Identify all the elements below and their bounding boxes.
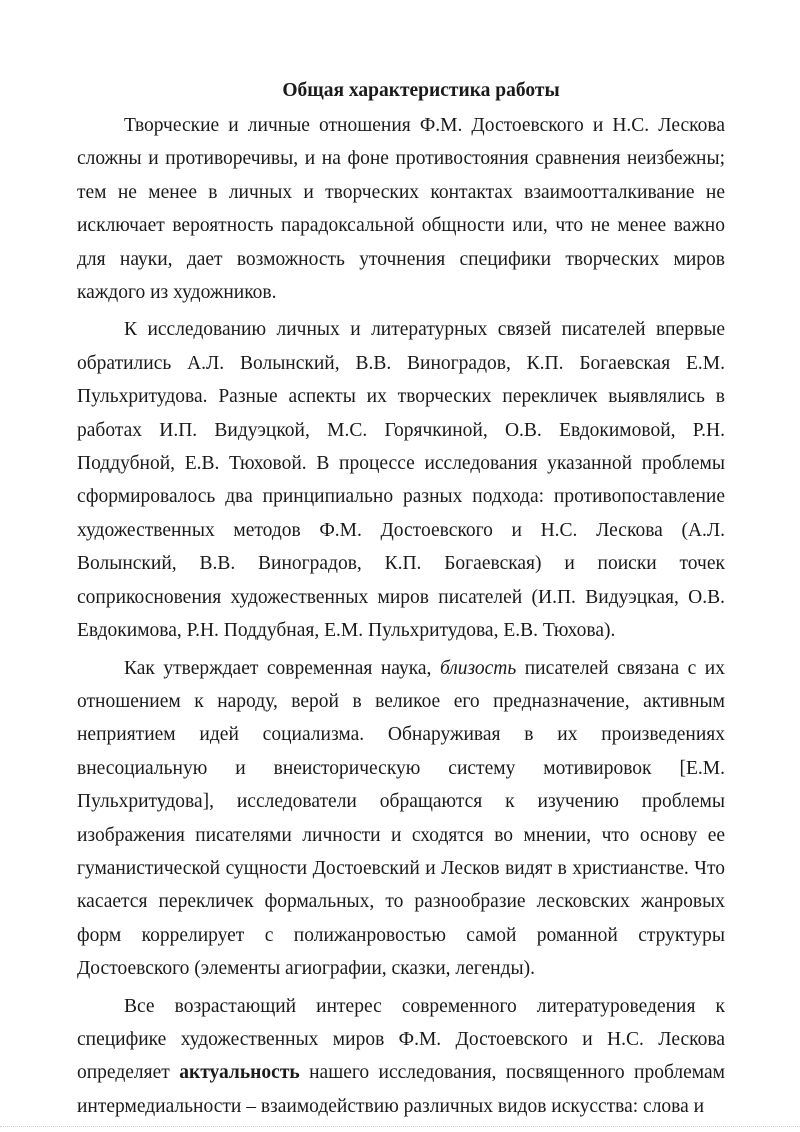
page-bottom-edge	[0, 1126, 800, 1127]
paragraph-4-text-before: Все возрастающий интерес современного литературоведения к специфике художественных миров Ф.М. Достоевского и Н.С. Лескова определяет	[77, 995, 725, 1084]
paragraph-1: Творческие и личные отношения Ф.М. Достоевского и Н.С. Лескова сложны и противоречивы, и на фоне противостояния сравнения неизбежны; тем не менее в личных и творческих контактах взаимоотталкивание не исключает вероятность парадоксальной общности или, что не менее важно для науки, дает возможность уточнения специфики творческих миров каждого из художников.	[77, 115, 725, 304]
paragraph-3-text-before: Как утверждает современная наука,	[124, 657, 440, 679]
document-body	[77, 76, 725, 1123]
paragraph-4	[77, 990, 725, 1124]
paragraph-4-text-after: нашего исследования, посвященного проблемам интермедиальности – взаимодействию различных видов искусства: слова и	[77, 1062, 725, 1117]
paragraph-3	[77, 652, 725, 986]
paragraph-3-text-after: писателей связана с их отношением к народу, верой в великое его предназначение, активным неприятием идей социализма. Обнаруживая в их произведениях внесоциальную и внеисторическую систему мотивировок [Е.М. Пульхритудова], исследователи обращаются к изучению проблемы изображения писателями личности и сходятся во мнении, что основу ее гуманистической сущности Достоевский и Лесков видят в христианстве. Что касается перекличек формальных, то разнообразие лесковских жанровых форм коррелирует с полижанровостью самой романной структуры Достоевского (элементы агиографии, сказки, легенды).	[77, 657, 725, 980]
paragraph-2: К исследованию личных и литературных связей писателей впервые обратились А.Л. Волынский, В.В. Виноградов, К.П. Богаевская Е.М. Пульхритудова. Разные аспекты их творческих перекличек выявлялись в работах И.П. Видуэцкой, М.С. Горячкиной, О.В. Евдокимовой, Р.Н. Поддубной, Е.В. Тюховой. В процессе исследования указанной проблемы сформировалось два принципиально разных подхода: противопоставление художественных методов Ф.М. Достоевского и Н.С. Лескова (А.Л. Волынский, В.В. Виноградов, К.П. Богаевская) и поиски точек соприкосновения художественных миров писателей (И.П. Видуэцкая, О.В. Евдокимова, Р.Н. Поддубная, Е.М. Пульхритудова, Е.В. Тюхова).	[77, 319, 725, 642]
paragraph-3-emphasis: близость	[439, 657, 517, 679]
paragraph-4-strong-term: актуальность	[179, 1062, 300, 1084]
document-title: Общая характеристика работы	[282, 80, 560, 101]
